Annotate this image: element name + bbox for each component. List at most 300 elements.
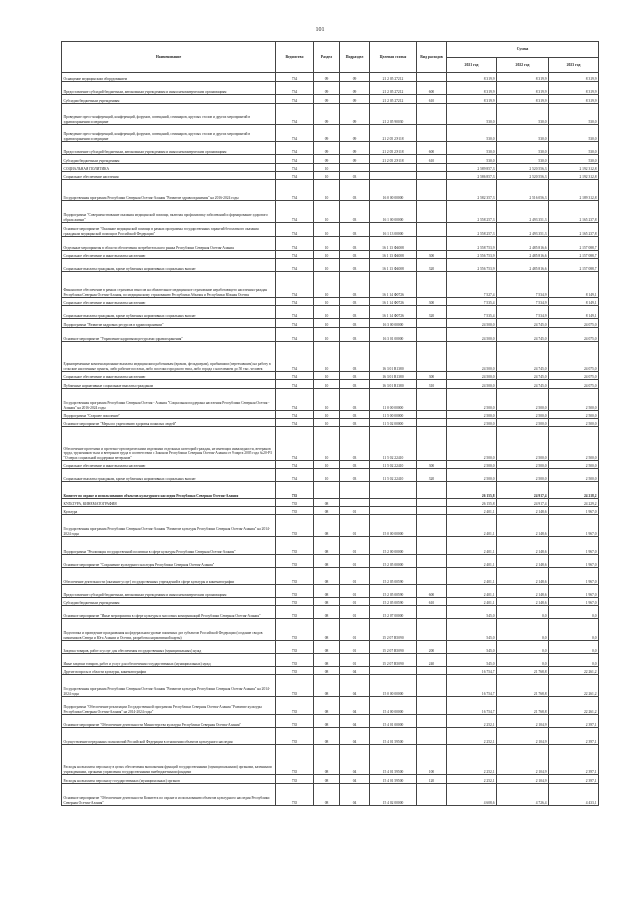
cell-name: Подпрограмма "Старшее поколение": [62, 411, 276, 419]
cell-name: Подпрограмма "Реализация государственной политики в сфере культуры Республики Северная Осетия-Алания": [62, 537, 276, 555]
cell-expense-type: [417, 568, 447, 585]
cell-target-article: 16 1 14 Ф0726: [370, 272, 417, 298]
cell-target-article: 16 3 00 00000: [370, 319, 417, 328]
cell-sum-2023: 22 261,2: [549, 675, 599, 697]
cell-name: Основное мероприятие "Меры по укреплению здоровья пожилых людей": [62, 419, 276, 427]
cell-expense-type: 320: [417, 306, 447, 319]
cell-razdel: 10: [314, 223, 340, 237]
table-row: [62, 537, 599, 555]
cell-razdel: 10: [314, 411, 340, 419]
cell-sum-2023: 2 192 312,8: [549, 164, 599, 172]
cell-expense-type: [417, 499, 447, 507]
cell-sum-2022: 8 319,9: [497, 95, 549, 104]
cell-sum-2021: 8 319,9: [447, 73, 497, 82]
table-row: [62, 95, 599, 104]
header-expense-type: Вид расходов: [417, 42, 447, 73]
cell-name: Основное мероприятие "Иные мероприятия в сфере культуры и массовых коммуникаций Республики Северная Осетия-Алания": [62, 606, 276, 619]
cell-expense-type: [417, 515, 447, 537]
table-row: [62, 306, 599, 319]
cell-sum-2023: 2 500,0: [549, 461, 599, 469]
cell-target-article: [370, 172, 417, 180]
cell-vedomstvo: 735: [276, 598, 314, 606]
cell-vedomstvo: 734: [276, 180, 314, 201]
cell-sum-2023: 2 157 088,7: [549, 259, 599, 272]
cell-podrazdel: 03: [340, 328, 370, 342]
cell-podrazdel: 04: [340, 715, 370, 728]
cell-target-article: 21 2 05 27212: [370, 95, 417, 104]
table-row: [62, 342, 599, 372]
cell-target-article: 15 4 00 00000: [370, 697, 417, 715]
header-year-2023: 2023 год: [549, 58, 599, 73]
cell-vedomstvo: 734: [276, 342, 314, 372]
cell-sum-2023: 0,0: [549, 641, 599, 654]
table-row: [62, 606, 599, 619]
cell-razdel: 10: [314, 201, 340, 223]
table-row: [62, 164, 599, 172]
cell-razdel: 08: [314, 598, 340, 606]
cell-sum-2023: 530,0: [549, 104, 599, 125]
cell-razdel: 10: [314, 272, 340, 298]
table-row: [62, 728, 599, 745]
table-row: [62, 555, 599, 568]
cell-sum-2022: 2 520 556,3: [497, 172, 549, 180]
cell-sum-2023: 24 075,0: [549, 319, 599, 328]
cell-sum-2021: 2 500,0: [447, 411, 497, 419]
cell-vedomstvo: 734: [276, 82, 314, 95]
cell-sum-2021: 7 535,4: [447, 298, 497, 306]
cell-razdel: 09: [314, 142, 340, 155]
table-row: [62, 667, 599, 675]
table-row: [62, 715, 599, 728]
table-row: [62, 259, 599, 272]
cell-sum-2023: 1 967,0: [549, 585, 599, 598]
cell-vedomstvo: 735: [276, 675, 314, 697]
header-year-2021: 2021 год: [447, 58, 497, 73]
cell-name: Социальные выплаты гражданам, кроме публичных нормативных социальных выплат: [62, 259, 276, 272]
cell-podrazdel: 01: [340, 555, 370, 568]
cell-razdel: 08: [314, 499, 340, 507]
cell-sum-2022: 2 104,9: [497, 715, 549, 728]
cell-podrazdel: 04: [340, 697, 370, 715]
cell-sum-2022: 530,0: [497, 125, 549, 142]
cell-target-article: 15 2 05 00000: [370, 555, 417, 568]
cell-podrazdel: 01: [340, 507, 370, 515]
cell-target-article: 15 2 05 00590: [370, 585, 417, 598]
cell-sum-2021: 24 500,0: [447, 372, 497, 380]
cell-target-article: 21 2 05 27212: [370, 82, 417, 95]
table-row: [62, 73, 599, 82]
cell-sum-2023: 2 192 312,8: [549, 172, 599, 180]
cell-name: Обеспечение протезами и протезно-ортопедическими изделиями отдельных категорий граждан, не имеющих инвалидности, ветеранов труда, тружеников тыла и ветеранов труда в соответствии с Законом Республики Северная Осетия-Алания от 9 марта 2005 года №20-РЗ "О мерах социальной поддержки ветеранов": [62, 427, 276, 461]
cell-sum-2021: 7 535,4: [447, 306, 497, 319]
cell-podrazdel: 03: [340, 306, 370, 319]
cell-sum-2021: 2 556 753,9: [447, 251, 497, 259]
cell-razdel: 10: [314, 427, 340, 461]
cell-sum-2022: 8 319,9: [497, 73, 549, 82]
cell-sum-2021: 545,0: [447, 606, 497, 619]
cell-razdel: 08: [314, 537, 340, 555]
cell-sum-2021: 530,0: [447, 142, 497, 155]
cell-expense-type: [417, 342, 447, 372]
cell-expense-type: [417, 180, 447, 201]
cell-sum-2022: 2 485 816,6: [497, 259, 549, 272]
cell-podrazdel: 03: [340, 469, 370, 482]
cell-sum-2022: 2 148,6: [497, 537, 549, 555]
cell-name: Закупка товаров, работ и услуг для обеспечения государственных (муниципальных) нужд: [62, 641, 276, 654]
cell-target-article: 15 2 07 R5090: [370, 654, 417, 667]
cell-target-article: 16 3 01 R1380: [370, 342, 417, 372]
table-row: [62, 201, 599, 223]
cell-podrazdel: 03: [340, 272, 370, 298]
table-row: [62, 469, 599, 482]
cell-target-article: 16 1 14 Ф0726: [370, 298, 417, 306]
cell-target-article: 15 4 02 00000: [370, 784, 417, 806]
cell-expense-type: [417, 172, 447, 180]
cell-sum-2021: 2 586 857,3: [447, 172, 497, 180]
cell-sum-2022: 2 500,0: [497, 389, 549, 411]
cell-sum-2022: 0,0: [497, 641, 549, 654]
cell-expense-type: 300: [417, 298, 447, 306]
cell-expense-type: 300: [417, 251, 447, 259]
cell-sum-2021: 2 500,0: [447, 469, 497, 482]
cell-sum-2023: 530,0: [549, 155, 599, 164]
table-body: [62, 73, 599, 806]
cell-podrazdel: 01: [340, 585, 370, 598]
cell-name: Комитет по охране и использованию объектов культурного наследия Республики Северная Осетия-Алания: [62, 482, 276, 499]
cell-razdel: 10: [314, 342, 340, 372]
cell-target-article: 21 2 05 2Э118: [370, 125, 417, 142]
cell-target-article: 15 4 01 59500: [370, 728, 417, 745]
cell-podrazdel: 09: [340, 155, 370, 164]
cell-sum-2022: 530,0: [497, 104, 549, 125]
cell-vedomstvo: 734: [276, 259, 314, 272]
cell-target-article: 15 2 05 00590: [370, 598, 417, 606]
cell-sum-2021: 24 500,0: [447, 380, 497, 389]
cell-razdel: 08: [314, 715, 340, 728]
cell-podrazdel: 01: [340, 537, 370, 555]
cell-podrazdel: 04: [340, 775, 370, 784]
cell-sum-2022: 0,0: [497, 619, 549, 641]
cell-vedomstvo: 734: [276, 380, 314, 389]
cell-name: Социальное обеспечение населения: [62, 172, 276, 180]
cell-name: Субсидии бюджетным учреждениям: [62, 95, 276, 104]
cell-sum-2023: 8 149,1: [549, 306, 599, 319]
cell-name: Государственная программа Республики Северная Осетия - Алания "Социальная поддержка населения Республики Северная Осетия - Алания" на 2016-2024 годы: [62, 389, 276, 411]
cell-name: Осуществление переданных полномочий Российской Федерации в отношении объектов культурного наследия: [62, 728, 276, 745]
cell-vedomstvo: 735: [276, 555, 314, 568]
cell-podrazdel: 03: [340, 259, 370, 272]
cell-podrazdel: 01: [340, 641, 370, 654]
cell-sum-2021: 24 500,0: [447, 342, 497, 372]
cell-expense-type: 310: [417, 380, 447, 389]
cell-sum-2023: 1 967,0: [549, 555, 599, 568]
cell-sum-2022: 24 745,0: [497, 372, 549, 380]
cell-sum-2022: 2 485 816,6: [497, 237, 549, 251]
cell-name: Подготовка и проведение празднования на федеральном уровне памятных дат субъектов Российской Федерации (создание сводов памятников Севера и Юга Алании и Осетии, разработка нормативной карты): [62, 619, 276, 641]
cell-razdel: 10: [314, 319, 340, 328]
cell-sum-2022: 21 768,8: [497, 667, 549, 675]
cell-expense-type: 100: [417, 745, 447, 775]
cell-razdel: 10: [314, 372, 340, 380]
cell-sum-2021: 2 401,1: [447, 515, 497, 537]
cell-sum-2021: 2 401,1: [447, 555, 497, 568]
cell-sum-2021: 2 252,1: [447, 775, 497, 784]
cell-sum-2023: 2 500,0: [549, 411, 599, 419]
table-row: [62, 654, 599, 667]
cell-name: СОЦИАЛЬНАЯ ПОЛИТИКА: [62, 164, 276, 172]
cell-target-article: 21 2 05 2Э118: [370, 142, 417, 155]
cell-sum-2021: 2 401,1: [447, 598, 497, 606]
cell-sum-2022: 4 726,4: [497, 784, 549, 806]
cell-vedomstvo: 735: [276, 745, 314, 775]
cell-target-article: 15 0 00 00000: [370, 515, 417, 537]
cell-sum-2022: 24 745,0: [497, 319, 549, 328]
cell-razdel: 08: [314, 667, 340, 675]
cell-name: Основное мероприятие "Обеспечение деятельности Министерства культуры Республики Северная Осетия-Алания": [62, 715, 276, 728]
cell-podrazdel: 09: [340, 125, 370, 142]
cell-sum-2022: 2 500,0: [497, 411, 549, 419]
cell-podrazdel: 03: [340, 172, 370, 180]
cell-target-article: 16 1 00 00000: [370, 201, 417, 223]
table-row: [62, 482, 599, 499]
cell-sum-2023: 2 157 088,7: [549, 251, 599, 259]
cell-target-article: 15 4 01 59500: [370, 745, 417, 775]
header-target-article: Целевая статья: [370, 42, 417, 73]
cell-podrazdel: 03: [340, 319, 370, 328]
cell-podrazdel: 09: [340, 82, 370, 95]
cell-vedomstvo: 734: [276, 419, 314, 427]
cell-sum-2023: 2 500,0: [549, 389, 599, 411]
table-row: [62, 419, 599, 427]
cell-target-article: 21 2 05 27212: [370, 73, 417, 82]
cell-podrazdel: 03: [340, 461, 370, 469]
cell-sum-2021: 26 155,8: [447, 482, 497, 499]
cell-sum-2021: 545,0: [447, 654, 497, 667]
cell-razdel: 09: [314, 82, 340, 95]
cell-podrazdel: 01: [340, 606, 370, 619]
cell-name: Социальное обеспечение и иные выплаты населению: [62, 461, 276, 469]
cell-razdel: 08: [314, 641, 340, 654]
cell-sum-2023: 4 433,1: [549, 784, 599, 806]
cell-sum-2021: 2 582 357,3: [447, 180, 497, 201]
cell-sum-2023: 8 319,9: [549, 82, 599, 95]
cell-sum-2023: 2 397,1: [549, 728, 599, 745]
cell-expense-type: 600: [417, 142, 447, 155]
cell-sum-2023: 24 218,2: [549, 482, 599, 499]
cell-expense-type: [417, 73, 447, 82]
header-vedomstvo: Ведомство: [276, 42, 314, 73]
cell-sum-2021: 545,0: [447, 641, 497, 654]
cell-sum-2021: 8 319,9: [447, 82, 497, 95]
table-row: [62, 372, 599, 380]
cell-name: Государственная программа Республики Северная Осетия-Алания "Развитие здравоохранения" на 2016-2024 годы: [62, 180, 276, 201]
cell-expense-type: [417, 104, 447, 125]
cell-sum-2022: 2 500,0: [497, 469, 549, 482]
cell-name: Единовременные компенсационные выплаты медицинским работникам (врачам, фельдшерам), прибывшим (переехавшим) на работу в сельские населенные пункты, либо рабочие поселки, либо поселки городского типа, либо города с населением до 50 тыс. человек: [62, 342, 276, 372]
cell-razdel: 09: [314, 125, 340, 142]
cell-target-article: [370, 482, 417, 499]
header-podrazdel: Подраздел: [340, 42, 370, 73]
cell-target-article: 16 0 00 00000: [370, 180, 417, 201]
cell-name: Государственная программа Республики Северная Осетия-Алания "Развитие культуры Республики Северная Осетия-Алания" на 2014-2024 годы: [62, 675, 276, 697]
cell-expense-type: 240: [417, 654, 447, 667]
cell-expense-type: [417, 328, 447, 342]
cell-target-article: 16 1 13 Ф4008: [370, 251, 417, 259]
cell-razdel: 08: [314, 745, 340, 775]
cell-sum-2022: 2 148,6: [497, 515, 549, 537]
cell-sum-2022: 24 917,4: [497, 499, 549, 507]
table-row: [62, 775, 599, 784]
cell-expense-type: 320: [417, 259, 447, 272]
table-row: [62, 223, 599, 237]
cell-sum-2022: 21 768,8: [497, 697, 549, 715]
cell-razdel: 10: [314, 419, 340, 427]
cell-target-article: 21 2 05 2Э118: [370, 155, 417, 164]
cell-target-article: 11 5 02 22410: [370, 427, 417, 461]
cell-target-article: 11 5 02 22410: [370, 461, 417, 469]
cell-expense-type: [417, 675, 447, 697]
cell-sum-2022: 2 500,0: [497, 461, 549, 469]
cell-sum-2021: 2 589 857,3: [447, 164, 497, 172]
cell-expense-type: 200: [417, 641, 447, 654]
cell-sum-2021: 2 500,0: [447, 427, 497, 461]
cell-sum-2021: 2 401,1: [447, 537, 497, 555]
cell-vedomstvo: 734: [276, 201, 314, 223]
cell-vedomstvo: 735: [276, 568, 314, 585]
cell-name: Обеспечение деятельности (оказание услуг) государственных учреждений в сфере культуры и кинематографии: [62, 568, 276, 585]
cell-sum-2023: 2 500,0: [549, 469, 599, 482]
cell-vedomstvo: 735: [276, 784, 314, 806]
table-row: [62, 675, 599, 697]
cell-sum-2023: 22 261,2: [549, 667, 599, 675]
table-row: [62, 389, 599, 411]
cell-sum-2023: 2 189 312,8: [549, 180, 599, 201]
cell-expense-type: [417, 784, 447, 806]
page-number: 101: [315, 27, 325, 33]
header-name: Наименование: [62, 42, 276, 73]
cell-sum-2023: 22 261,2: [549, 697, 599, 715]
cell-sum-2021: 530,0: [447, 155, 497, 164]
table-row: [62, 411, 599, 419]
cell-name: Оснащение медицинским оборудованием: [62, 73, 276, 82]
cell-podrazdel: 03: [340, 251, 370, 259]
cell-name: Подпрограмма "Обеспечение реализации Государственной программы Республики Северная Осетия-Алания "Развитие культуры Республики Северная Осетия-Алания" на 2014-2024 годы": [62, 697, 276, 715]
cell-sum-2022: 24 745,0: [497, 328, 549, 342]
cell-target-article: [370, 499, 417, 507]
cell-sum-2022: 7 534,9: [497, 272, 549, 298]
cell-podrazdel: 09: [340, 73, 370, 82]
cell-podrazdel: 04: [340, 675, 370, 697]
cell-vedomstvo: 734: [276, 155, 314, 164]
cell-name: Социальное обеспечение и иные выплаты населению: [62, 372, 276, 380]
cell-target-article: [370, 507, 417, 515]
cell-sum-2023: 530,0: [549, 125, 599, 142]
cell-sum-2021: 530,0: [447, 125, 497, 142]
cell-vedomstvo: 735: [276, 585, 314, 598]
cell-sum-2021: 2 401,1: [447, 568, 497, 585]
cell-sum-2022: 2 500,0: [497, 427, 549, 461]
cell-sum-2021: 2 556 753,9: [447, 259, 497, 272]
cell-sum-2023: 1 967,0: [549, 537, 599, 555]
cell-sum-2022: 2 104,9: [497, 775, 549, 784]
cell-podrazdel: 09: [340, 95, 370, 104]
cell-razdel: 08: [314, 784, 340, 806]
cell-vedomstvo: 735: [276, 606, 314, 619]
cell-expense-type: [417, 555, 447, 568]
cell-sum-2022: 24 745,0: [497, 380, 549, 389]
cell-name: КУЛЬТУРА, КИНЕМАТОГРАФИЯ: [62, 499, 276, 507]
cell-sum-2022: 2 104,9: [497, 745, 549, 775]
table-row: [62, 499, 599, 507]
cell-target-article: 15 4 01 59500: [370, 775, 417, 784]
cell-name: Проведение пресс-конференций, конференций, форумов, совещаний, семинаров, круглых столов и других мероприятий в здравоохранении и медицине: [62, 125, 276, 142]
table-row: [62, 125, 599, 142]
cell-razdel: 09: [314, 73, 340, 82]
cell-target-article: 11 5 00 00000: [370, 411, 417, 419]
cell-vedomstvo: 734: [276, 319, 314, 328]
cell-razdel: 08: [314, 728, 340, 745]
table-row: [62, 461, 599, 469]
cell-vedomstvo: 735: [276, 507, 314, 515]
cell-sum-2022: 0,0: [497, 606, 549, 619]
cell-target-article: 15 2 07 R5090: [370, 619, 417, 641]
table-row: [62, 568, 599, 585]
table-row: [62, 515, 599, 537]
cell-razdel: 10: [314, 380, 340, 389]
cell-name: Отдельные мероприятия в области обеспечения потребительского рынка Республики Северная Осетия-Алания: [62, 237, 276, 251]
cell-razdel: 08: [314, 775, 340, 784]
table-row: [62, 142, 599, 155]
cell-podrazdel: 03: [340, 298, 370, 306]
cell-sum-2023: 0,0: [549, 619, 599, 641]
cell-name: Основное мероприятие "Обеспечение деятельности Комитета по охране и использованию объектов культурного наследия Республики Северная Осетия-Алания": [62, 784, 276, 806]
cell-sum-2023: 2 165 237,8: [549, 223, 599, 237]
cell-sum-2023: 1 967,0: [549, 515, 599, 537]
cell-expense-type: 300: [417, 372, 447, 380]
cell-expense-type: [417, 427, 447, 461]
cell-sum-2021: 2 252,1: [447, 728, 497, 745]
cell-sum-2021: 2 558 257,3: [447, 201, 497, 223]
cell-expense-type: 300: [417, 461, 447, 469]
cell-sum-2021: 24 500,0: [447, 319, 497, 328]
cell-podrazdel: 03: [340, 180, 370, 201]
cell-sum-2023: 8 149,1: [549, 272, 599, 298]
cell-name: Иные закупки товаров, работ и услуг для обеспечения государственных (муниципальных) нужд: [62, 654, 276, 667]
cell-sum-2023: 1 967,0: [549, 598, 599, 606]
cell-sum-2022: 2 148,6: [497, 598, 549, 606]
cell-name: Социальные выплаты гражданам, кроме публичных нормативных социальных выплат: [62, 306, 276, 319]
cell-expense-type: [417, 728, 447, 745]
cell-vedomstvo: 735: [276, 482, 314, 499]
cell-razdel: 08: [314, 619, 340, 641]
cell-expense-type: 610: [417, 95, 447, 104]
cell-name: Предоставление субсидий бюджетным, автономным учреждениям и иным некоммерческим организациям: [62, 142, 276, 155]
cell-razdel: 10: [314, 461, 340, 469]
cell-name: Проведение пресс-конференций, конференций, форумов, совещаний, семинаров, круглых столов и других мероприятий в здравоохранении и медицине: [62, 104, 276, 125]
cell-razdel: 08: [314, 515, 340, 537]
cell-target-article: 11 5 02 22410: [370, 469, 417, 482]
cell-sum-2023: 2 397,1: [549, 775, 599, 784]
cell-sum-2023: 2 500,0: [549, 427, 599, 461]
cell-expense-type: 320: [417, 469, 447, 482]
cell-target-article: 15 2 07 R5090: [370, 641, 417, 654]
cell-sum-2022: 7 534,9: [497, 306, 549, 319]
cell-vedomstvo: 734: [276, 223, 314, 237]
cell-sum-2022: 2 500,0: [497, 419, 549, 427]
cell-expense-type: [417, 201, 447, 223]
cell-sum-2023: 24 075,0: [549, 372, 599, 380]
cell-expense-type: [417, 419, 447, 427]
